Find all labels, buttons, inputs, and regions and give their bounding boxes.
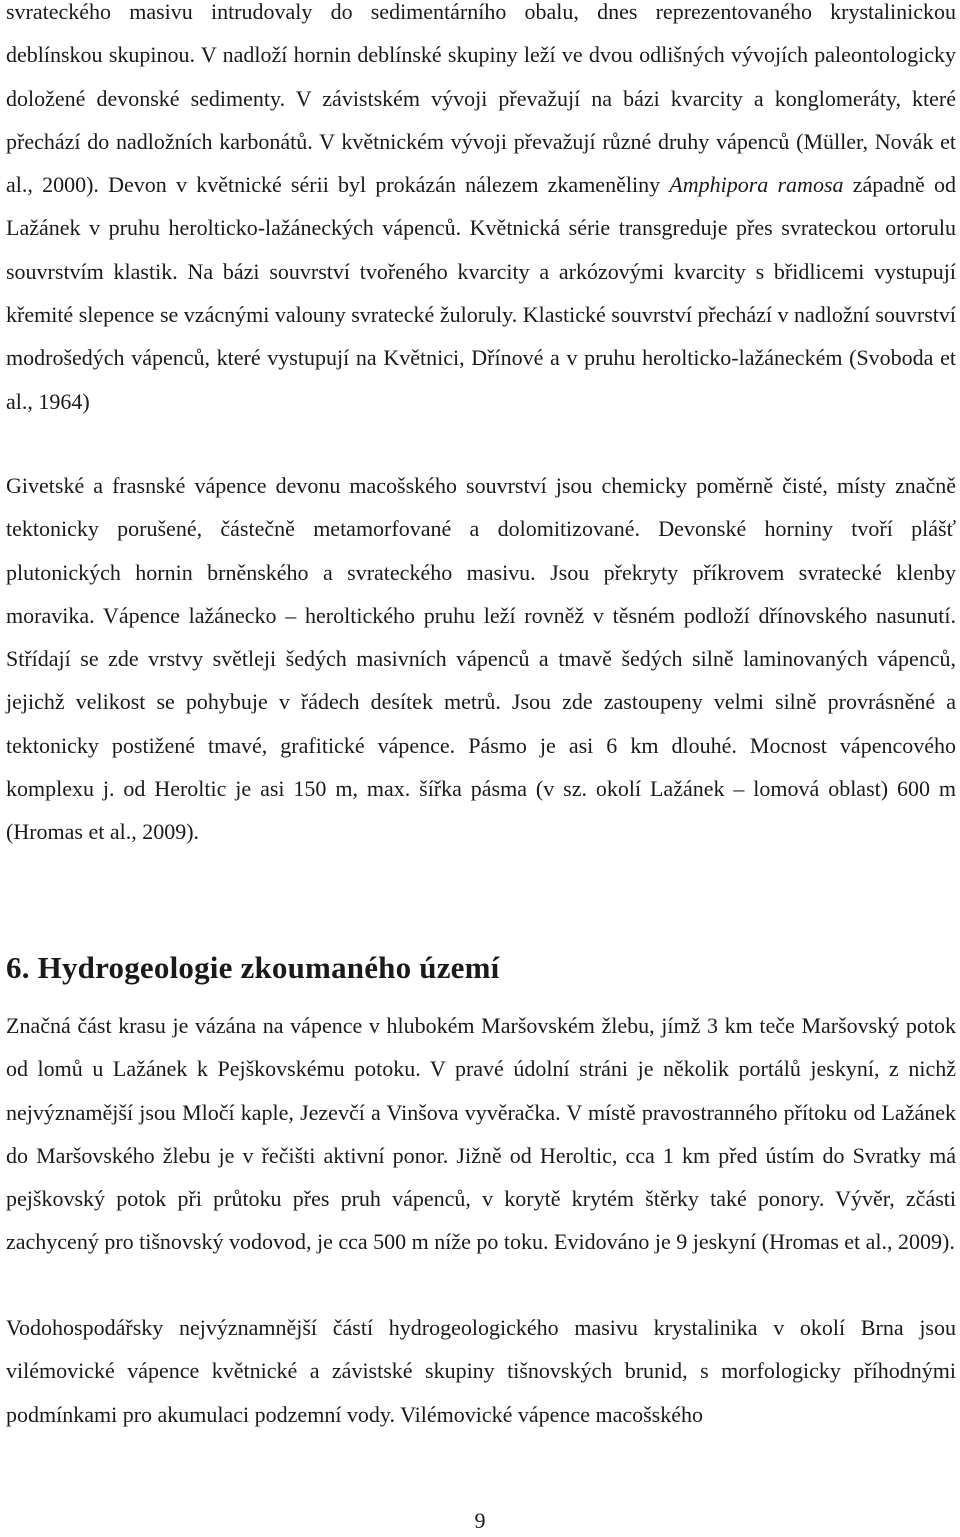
paragraph-karst: Značná část krasu je vázána na vápence v hlubokém Maršovském žlebu, jímž 3 km teče Maršovský potok od lomů u Lažánek k Pejškovskému potoku. V pravé údolní stráni je několik portálů jeskyní, z nichž nejvýznamější jsou Mločí kaple, Jezevčí a Vinšova vyvěračka. V místě pravostranného přítoku od Lažánek do Maršovského žlebu je v řečišti aktivní ponor. Jižně od Heroltic, cca 1 km před ústím do Svratky má pejškovský potok při průtoku přes pruh vápenců, v korytě krytém štěrky také ponory. Vývěr, zčásti zachycený pro tišnovský vodovod, je cca 500 m níže po toku. Evidováno je 9 jeskyní (Hromas et al., 2009).	[6, 1013, 956, 1255]
paragraph-givetian-limestones: Givetské a frasnské vápence devonu macošského souvrství jsou chemicky poměrně čisté, místy značně tektonicky porušené, částečně metamorfované a dolomitizované. Devonské horniny tvoří plášť plutonických hornin brněnského a svrateckého masivu. Jsou překryty příkrovem svratecké klenby moravika. Vápence lažánecko – heroltického pruhu leží rovněž v těsném podloží dřínovského nasunutí. Střídají se zde vrstvy světleji šedých masivních vápenců a tmavě šedých silně laminovaných vápenců, jejichž velikost se pohybuje v řádech desítek metrů. Jsou zde zastoupeny velmi silně provrásněné a tektonicky postižené tmavé, grafitické vápence. Pásmo je asi 6 km dlouhé. Mocnost vápencového komplexu j. od Heroltic je asi 150 m, max. šířka pásma (v sz. okolí Lažánek – lomová oblast) 600 m (Hromas et al., 2009).	[6, 473, 956, 845]
paragraph-text: svrateckého masivu intrudovaly do sedimentárního obalu, dnes reprezentovaného krystalinickou deblínskou skupinou. V nadloží hornin deblínské skupiny leží ve dvou odlišných vývojích paleontologicky doložené devonské sedimenty. V závistském vývoji převažují na bázi kvarcity a konglomeráty, které přechází do nadložních karbonátů. V květnickém vývoji převažují různé druhy vápenců (Müller, Novák et al., 2000). Devon v květnické sérii byl prokázán nálezem zkameněliny	[6, 0, 956, 198]
paragraph-geology-devon	[6, 0, 956, 423]
page-number: 9	[474, 1508, 486, 1533]
section-heading	[6, 950, 499, 986]
section-number: 6.	[6, 950, 30, 985]
section-title: Hydrogeologie zkoumaného území	[37, 950, 500, 985]
species-name: Amphipora ramosa	[669, 172, 844, 198]
paragraph-water-management: Vodohospodářsky nejvýznamnější částí hydrogeologického masivu krystalinika v okolí Brna jsou vilémovické vápence květnické a závistské skupiny tišnovských brunid, s morfologicky příhodnými podmínkami pro akumulaci podzemní vody. Vilémovické vápence macošského	[6, 1315, 956, 1427]
paragraph-text: západně od Lažánek v pruhu herolticko-lažáneckých vápenců. Květnická série transgreduje přes svrateckou ortorulu souvrstvím klastik. Na bázi souvrství tvořeného kvarcity a arkózovými kvarcity s břidlicemi vystupují křemité slepence se vzácnými valouny svratecké žuloruly. Klastické souvrství přechází v nadložní souvrství modrošedých vápenců, které vystupují na Květnici, Dřínové a v pruhu herolticko-lažáneckém (Svoboda et al., 1964)	[6, 172, 956, 414]
